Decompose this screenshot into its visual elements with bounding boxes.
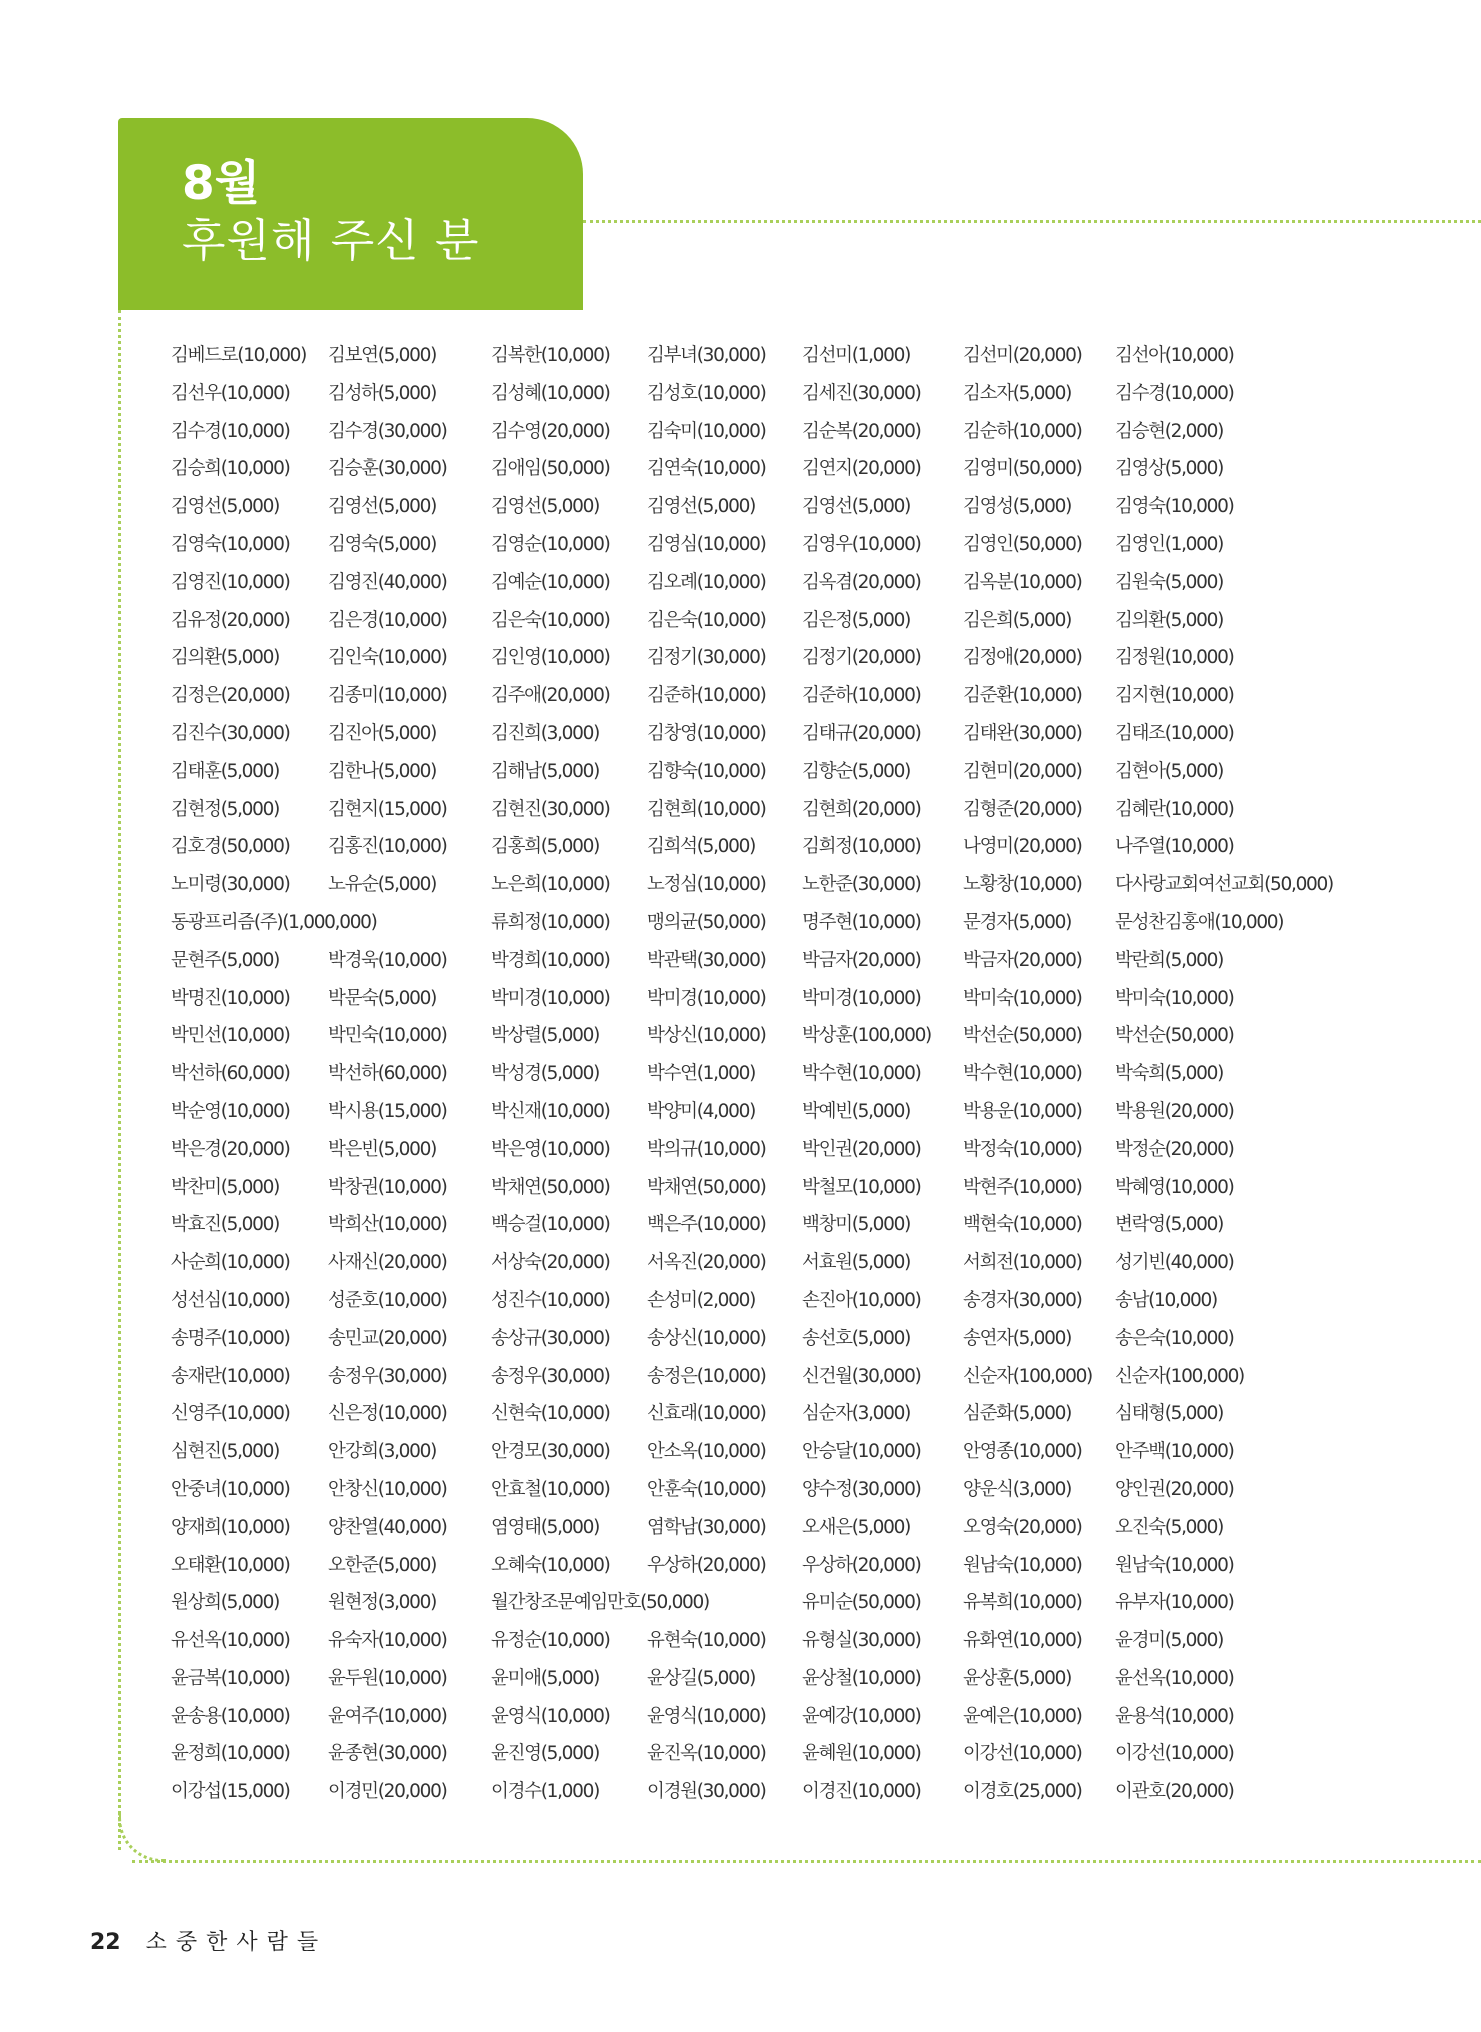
donor-entry: 김영선(5,000) <box>491 496 600 518</box>
donor-entry: 김의환(5,000) <box>171 647 280 669</box>
donor-entry: 심순자(3,000) <box>802 1403 911 1425</box>
donor-entry: 김영심(10,000) <box>647 533 766 555</box>
donor-entry: 박성경(5,000) <box>491 1063 600 1085</box>
donor-entry: 김지현(10,000) <box>1115 685 1234 707</box>
donor-entry: 김영우(10,000) <box>802 533 921 555</box>
donor-entry: 박미경(10,000) <box>491 987 610 1009</box>
donor-entry: 박상신(10,000) <box>647 1025 766 1047</box>
donor-entry: 박찬미(5,000) <box>171 1176 280 1198</box>
donor-entry: 박선순(50,000) <box>1115 1025 1234 1047</box>
donor-entry: 김수경(10,000) <box>1115 382 1234 404</box>
donor-entry: 김은희(5,000) <box>963 609 1072 631</box>
donor-entry: 박선하(60,000) <box>328 1063 447 1085</box>
donor-entry: 김영성(5,000) <box>963 496 1072 518</box>
donor-entry: 김준하(10,000) <box>647 685 766 707</box>
donor-entry: 박철모(10,000) <box>802 1176 921 1198</box>
donor-entry: 윤미애(5,000) <box>491 1667 600 1689</box>
donor-entry: 김홍희(5,000) <box>491 836 600 858</box>
donor-entry: 안중녀(10,000) <box>171 1478 290 1500</box>
donor-entry: 송민교(20,000) <box>328 1327 447 1349</box>
donor-entry: 오영숙(20,000) <box>963 1516 1082 1538</box>
donor-entry: 김영선(5,000) <box>802 496 911 518</box>
donor-entry: 김오례(10,000) <box>647 571 766 593</box>
donor-entry: 김영숙(10,000) <box>1115 496 1234 518</box>
donor-entry: 우상하(20,000) <box>802 1554 921 1576</box>
donor-entry: 백창미(5,000) <box>802 1214 911 1236</box>
donor-entry: 오한준(5,000) <box>328 1554 437 1576</box>
donor-entry: 김호경(50,000) <box>171 836 290 858</box>
donor-entry: 신현숙(10,000) <box>491 1403 610 1425</box>
donor-entry: 박상렬(5,000) <box>491 1025 600 1047</box>
donor-entry: 송명주(10,000) <box>171 1327 290 1349</box>
donor-entry: 문성찬김홍애(10,000) <box>1115 911 1284 933</box>
donor-entry: 박미숙(10,000) <box>963 987 1082 1009</box>
donor-entry: 우상하(20,000) <box>647 1554 766 1576</box>
donor-entry: 나영미(20,000) <box>963 836 1082 858</box>
donor-entry: 서상숙(20,000) <box>491 1252 610 1274</box>
donor-entry: 박민숙(10,000) <box>328 1025 447 1047</box>
donor-entry: 김은숙(10,000) <box>647 609 766 631</box>
donor-entry: 김현지(15,000) <box>328 798 447 820</box>
donor-entry: 양운식(3,000) <box>963 1478 1072 1500</box>
donor-entry: 김선아(10,000) <box>1115 345 1234 366</box>
donor-entry: 김영숙(5,000) <box>328 533 437 555</box>
donor-entry: 박용원(20,000) <box>1115 1100 1234 1122</box>
donor-entry: 김숙미(10,000) <box>647 420 766 442</box>
donor-entry: 김수경(10,000) <box>171 420 290 442</box>
donor-entry: 박현주(10,000) <box>963 1176 1082 1198</box>
donor-entry: 김정애(20,000) <box>963 647 1082 669</box>
donor-entry: 김은숙(10,000) <box>491 609 610 631</box>
donor-entry: 김성혜(10,000) <box>491 382 610 404</box>
donor-entry: 김선우(10,000) <box>171 382 290 404</box>
donor-entry: 김영진(10,000) <box>171 571 290 593</box>
donor-entry: 박정순(20,000) <box>1115 1138 1234 1160</box>
donor-entry: 유선옥(10,000) <box>171 1630 290 1652</box>
donor-entry: 김인영(10,000) <box>491 647 610 669</box>
donor-entry: 안창신(10,000) <box>328 1478 447 1500</box>
donor-entry: 김연숙(10,000) <box>647 458 766 480</box>
dotted-border-left <box>118 310 121 1850</box>
donor-entry: 김영선(5,000) <box>647 496 756 518</box>
donor-entry: 유부자(10,000) <box>1115 1592 1234 1614</box>
donor-entry: 김영미(50,000) <box>963 458 1082 480</box>
donor-entry: 맹의균(50,000) <box>647 911 766 933</box>
donor-entry: 송정은(10,000) <box>647 1365 766 1387</box>
donor-entry: 노유순(5,000) <box>328 874 437 896</box>
donor-entry: 김소자(5,000) <box>963 382 1072 404</box>
donor-entry: 이강선(10,000) <box>963 1743 1082 1765</box>
donor-entry: 김태규(20,000) <box>802 722 921 744</box>
donor-entry: 송남(10,000) <box>1115 1289 1217 1311</box>
donor-entry: 노정심(10,000) <box>647 874 766 896</box>
donor-entry: 박양미(4,000) <box>647 1100 756 1122</box>
donor-entry: 사순희(10,000) <box>171 1252 290 1274</box>
donor-entry: 박선하(60,000) <box>171 1063 290 1085</box>
donor-entry: 김창영(10,000) <box>647 722 766 744</box>
donor-entry: 안효철(10,000) <box>491 1478 610 1500</box>
donor-entry: 김현희(20,000) <box>802 798 921 820</box>
donor-entry: 김영선(5,000) <box>328 496 437 518</box>
donor-entry: 사재신(20,000) <box>328 1252 447 1274</box>
donor-entry: 나주열(10,000) <box>1115 836 1234 858</box>
donor-entry: 송연자(5,000) <box>963 1327 1072 1349</box>
donor-entry: 김영순(10,000) <box>491 533 610 555</box>
donor-entry: 박효진(5,000) <box>171 1214 280 1236</box>
donor-entry: 박채연(50,000) <box>491 1176 610 1198</box>
donor-entry: 김정기(30,000) <box>647 647 766 669</box>
donor-entry: 양수정(30,000) <box>802 1478 921 1500</box>
donor-entry: 김영인(50,000) <box>963 533 1082 555</box>
dotted-border-corner <box>118 1814 166 1862</box>
donor-entry: 김종미(10,000) <box>328 685 447 707</box>
donor-entry: 월간창조문예임만호(50,000) <box>491 1592 709 1614</box>
dotted-border-bottom <box>132 1860 1481 1863</box>
donor-entry: 김태완(30,000) <box>963 722 1082 744</box>
donor-entry: 원현정(3,000) <box>328 1592 437 1614</box>
donor-entry: 김해남(5,000) <box>491 760 600 782</box>
donor-entry: 김인숙(10,000) <box>328 647 447 669</box>
donor-entry: 김정은(20,000) <box>171 685 290 707</box>
donor-entry: 김선미(1,000) <box>802 345 911 366</box>
donor-entry: 신순자(100,000) <box>1115 1365 1244 1387</box>
donor-entry: 안승달(10,000) <box>802 1441 921 1463</box>
donor-entry: 김부녀(30,000) <box>647 345 766 366</box>
donor-entry: 신영주(10,000) <box>171 1403 290 1425</box>
donor-entry: 이경호(25,000) <box>963 1781 1082 1803</box>
donor-entry: 김보연(5,000) <box>328 345 437 366</box>
donor-entry: 김향숙(10,000) <box>647 760 766 782</box>
donor-entry: 문현주(5,000) <box>171 949 280 971</box>
donor-entry: 유복희(10,000) <box>963 1592 1082 1614</box>
header-subtitle: 후원해 주신 분 <box>182 214 480 267</box>
donor-entry: 안훈숙(10,000) <box>647 1478 766 1500</box>
donor-entry: 김영상(5,000) <box>1115 458 1224 480</box>
donor-entry: 김현미(20,000) <box>963 760 1082 782</box>
donor-entry: 박은빈(5,000) <box>328 1138 437 1160</box>
donor-entry: 윤상철(10,000) <box>802 1667 921 1689</box>
donor-entry: 박은영(10,000) <box>491 1138 610 1160</box>
donor-entry: 윤종현(30,000) <box>328 1743 447 1765</box>
donor-entry: 김은정(5,000) <box>802 609 911 631</box>
donor-entry: 유미순(50,000) <box>802 1592 921 1614</box>
donor-entry: 송재란(10,000) <box>171 1365 290 1387</box>
donor-entry: 박창권(10,000) <box>328 1176 447 1198</box>
header-month: 8월 <box>182 156 261 211</box>
donor-entry: 심현진(5,000) <box>171 1441 280 1463</box>
donor-entry: 박은경(20,000) <box>171 1138 290 1160</box>
donor-entry: 안주백(10,000) <box>1115 1441 1234 1463</box>
donor-entry: 박수연(1,000) <box>647 1063 756 1085</box>
donor-entry: 박용운(10,000) <box>963 1100 1082 1122</box>
donor-entry: 송경자(30,000) <box>963 1289 1082 1311</box>
donor-entry: 김연지(20,000) <box>802 458 921 480</box>
donor-entry: 김향순(5,000) <box>802 760 911 782</box>
donor-entry: 김수경(30,000) <box>328 420 447 442</box>
donor-entry: 박명진(10,000) <box>171 987 290 1009</box>
donor-entry: 유화연(10,000) <box>963 1630 1082 1652</box>
donor-entry: 김진수(30,000) <box>171 722 290 744</box>
donor-entry: 윤금복(10,000) <box>171 1667 290 1689</box>
donor-entry: 신은정(10,000) <box>328 1403 447 1425</box>
donor-entry: 박인권(20,000) <box>802 1138 921 1160</box>
donor-entry: 김옥분(10,000) <box>963 571 1082 593</box>
donor-entry: 문경자(5,000) <box>963 911 1072 933</box>
donor-entry: 김준하(10,000) <box>802 685 921 707</box>
donor-entry: 이경원(30,000) <box>647 1781 766 1803</box>
donor-entry: 류희정(10,000) <box>491 911 610 933</box>
donor-entry: 유형실(30,000) <box>802 1630 921 1652</box>
donor-entry: 김영인(1,000) <box>1115 533 1224 555</box>
donor-entry: 김현정(5,000) <box>171 798 280 820</box>
donor-entry: 윤선옥(10,000) <box>1115 1667 1234 1689</box>
donor-entry: 박경욱(10,000) <box>328 949 447 971</box>
donor-entry: 오태환(10,000) <box>171 1554 290 1576</box>
donor-entry: 윤혜원(10,000) <box>802 1743 921 1765</box>
donor-entry: 김은경(10,000) <box>328 609 447 631</box>
donor-entry: 김현아(5,000) <box>1115 760 1224 782</box>
donor-entry: 양인권(20,000) <box>1115 1478 1234 1500</box>
dotted-border-top <box>583 220 1481 223</box>
donor-entry: 백승걸(10,000) <box>491 1214 610 1236</box>
donor-entry: 노한준(30,000) <box>802 874 921 896</box>
donor-entry: 염영태(5,000) <box>491 1516 600 1538</box>
donor-entry: 김순복(20,000) <box>802 420 921 442</box>
donor-entry: 윤여주(10,000) <box>328 1705 447 1727</box>
donor-entry: 김정원(10,000) <box>1115 647 1234 669</box>
donor-entry: 박시용(15,000) <box>328 1100 447 1122</box>
donor-entry: 박금자(20,000) <box>963 949 1082 971</box>
donor-entry: 성진수(10,000) <box>491 1289 610 1311</box>
donor-entry: 윤진옥(10,000) <box>647 1743 766 1765</box>
donor-entry: 김태훈(5,000) <box>171 760 280 782</box>
donor-entry: 김성호(10,000) <box>647 382 766 404</box>
donor-entry: 송선호(5,000) <box>802 1327 911 1349</box>
donor-entry: 박순영(10,000) <box>171 1100 290 1122</box>
donor-entry: 김희정(10,000) <box>802 836 921 858</box>
donor-entry: 김정기(20,000) <box>802 647 921 669</box>
donor-entry: 박금자(20,000) <box>802 949 921 971</box>
donor-entry: 이경민(20,000) <box>328 1781 447 1803</box>
donor-entry: 안경모(30,000) <box>491 1441 610 1463</box>
donor-entry: 박정숙(10,000) <box>963 1138 1082 1160</box>
donor-entry: 심태형(5,000) <box>1115 1403 1224 1425</box>
donor-entry: 서옥진(20,000) <box>647 1252 766 1274</box>
donor-entry: 김태조(10,000) <box>1115 722 1234 744</box>
donor-entry: 김주애(20,000) <box>491 685 610 707</box>
donor-entry: 박미경(10,000) <box>802 987 921 1009</box>
donor-entry: 서희전(10,000) <box>963 1252 1082 1274</box>
donor-entry: 김영진(40,000) <box>328 571 447 593</box>
donor-entry: 동광프리즘(주)(1,000,000) <box>171 911 377 933</box>
donor-entry: 백현숙(10,000) <box>963 1214 1082 1236</box>
donor-entry: 신순자(100,000) <box>963 1365 1092 1387</box>
donor-entry: 박혜영(10,000) <box>1115 1176 1234 1198</box>
donor-entry: 노은희(10,000) <box>491 874 610 896</box>
donor-entry: 윤정희(10,000) <box>171 1743 290 1765</box>
section-header <box>118 118 583 310</box>
donor-entry: 김승훈(30,000) <box>328 458 447 480</box>
donor-entry: 손성미(2,000) <box>647 1289 756 1311</box>
donor-entry: 유정순(10,000) <box>491 1630 610 1652</box>
donor-entry: 박예빈(5,000) <box>802 1100 911 1122</box>
donor-entry: 다사랑교회여선교회(50,000) <box>1115 874 1333 896</box>
donor-entry: 김혜란(10,000) <box>1115 798 1234 820</box>
donor-entry: 김성하(5,000) <box>328 382 437 404</box>
donor-entry: 양재희(10,000) <box>171 1516 290 1538</box>
donor-entry: 노미령(30,000) <box>171 874 290 896</box>
donor-entry: 박상훈(100,000) <box>802 1025 931 1047</box>
donor-entry: 김순하(10,000) <box>963 420 1082 442</box>
donor-entry: 윤두원(10,000) <box>328 1667 447 1689</box>
donor-entry: 염학남(30,000) <box>647 1516 766 1538</box>
donor-entry: 윤상길(5,000) <box>647 1667 756 1689</box>
donor-entry: 손진아(10,000) <box>802 1289 921 1311</box>
donor-entry: 박경희(10,000) <box>491 949 610 971</box>
donor-entry: 박희산(10,000) <box>328 1214 447 1236</box>
donor-entry: 박미숙(10,000) <box>1115 987 1234 1009</box>
donor-entry: 김선미(20,000) <box>963 345 1082 366</box>
donor-entry: 김영선(5,000) <box>171 496 280 518</box>
donor-entry: 김의환(5,000) <box>1115 609 1224 631</box>
donor-entry: 변락영(5,000) <box>1115 1214 1224 1236</box>
donor-entry: 백은주(10,000) <box>647 1214 766 1236</box>
donor-entry: 김현희(10,000) <box>647 798 766 820</box>
donor-entry: 김한나(5,000) <box>328 760 437 782</box>
donor-entry: 안영종(10,000) <box>963 1441 1082 1463</box>
donor-entry: 양찬열(40,000) <box>328 1516 447 1538</box>
donor-entry: 윤예강(10,000) <box>802 1705 921 1727</box>
donor-entry: 윤영식(10,000) <box>647 1705 766 1727</box>
donor-entry: 심준화(5,000) <box>963 1403 1072 1425</box>
donor-entry: 이경수(1,000) <box>491 1781 600 1803</box>
donor-entry: 박신재(10,000) <box>491 1100 610 1122</box>
donor-entry: 박관택(30,000) <box>647 949 766 971</box>
donor-entry: 박수현(10,000) <box>963 1063 1082 1085</box>
page-number: 22 <box>90 1930 121 1955</box>
donor-entry: 오새은(5,000) <box>802 1516 911 1538</box>
donor-entry: 송정우(30,000) <box>328 1365 447 1387</box>
donor-entry: 박숙희(5,000) <box>1115 1063 1224 1085</box>
donor-entry: 김승희(10,000) <box>171 458 290 480</box>
donor-entry: 박수현(10,000) <box>802 1063 921 1085</box>
donor-entry: 박란희(5,000) <box>1115 949 1224 971</box>
donor-entry: 이경진(10,000) <box>802 1781 921 1803</box>
donor-entry: 박의규(10,000) <box>647 1138 766 1160</box>
donor-entry: 김유정(20,000) <box>171 609 290 631</box>
footer-title: 소중한사람들 <box>145 1930 328 1955</box>
donor-entry: 유숙자(10,000) <box>328 1630 447 1652</box>
donor-entry: 송상규(30,000) <box>491 1327 610 1349</box>
donor-entry: 명주현(10,000) <box>802 911 921 933</box>
donor-entry: 김옥겸(20,000) <box>802 571 921 593</box>
donor-entry: 김현진(30,000) <box>491 798 610 820</box>
donor-entry: 박선순(50,000) <box>963 1025 1082 1047</box>
donor-entry: 김복한(10,000) <box>491 345 610 366</box>
donor-entry: 이강섭(15,000) <box>171 1781 290 1803</box>
donor-entry: 성준호(10,000) <box>328 1289 447 1311</box>
donor-entry: 송은숙(10,000) <box>1115 1327 1234 1349</box>
donor-entry: 김원숙(5,000) <box>1115 571 1224 593</box>
donor-entry: 성선심(10,000) <box>171 1289 290 1311</box>
donor-entry: 이강선(10,000) <box>1115 1743 1234 1765</box>
donor-entry: 안소옥(10,000) <box>647 1441 766 1463</box>
donor-entry: 유현숙(10,000) <box>647 1630 766 1652</box>
donor-entry: 노황창(10,000) <box>963 874 1082 896</box>
donor-entry: 김베드로(10,000) <box>171 345 307 366</box>
donor-entry: 윤경미(5,000) <box>1115 1630 1224 1652</box>
donor-entry: 윤진영(5,000) <box>491 1743 600 1765</box>
donor-entry: 김승현(2,000) <box>1115 420 1224 442</box>
donor-entry: 김애임(50,000) <box>491 458 610 480</box>
donor-entry: 김희석(5,000) <box>647 836 756 858</box>
donor-entry: 원남숙(10,000) <box>963 1554 1082 1576</box>
donor-entry: 원상희(5,000) <box>171 1592 280 1614</box>
donor-entry: 성기빈(40,000) <box>1115 1252 1234 1274</box>
donor-entry: 오진숙(5,000) <box>1115 1516 1224 1538</box>
donor-entry: 송정우(30,000) <box>491 1365 610 1387</box>
donor-entry: 윤상훈(5,000) <box>963 1667 1072 1689</box>
donor-entry: 김진아(5,000) <box>328 722 437 744</box>
donor-entry: 김수영(20,000) <box>491 420 610 442</box>
donor-entry: 오혜숙(10,000) <box>491 1554 610 1576</box>
donor-entry: 송상신(10,000) <box>647 1327 766 1349</box>
donor-entry: 김홍진(10,000) <box>328 836 447 858</box>
donor-entry: 이관호(20,000) <box>1115 1781 1234 1803</box>
donor-entry: 김진희(3,000) <box>491 722 600 744</box>
page-footer <box>90 1925 327 1956</box>
donor-entry: 김세진(30,000) <box>802 382 921 404</box>
donor-entry: 윤송용(10,000) <box>171 1705 290 1727</box>
donor-entry: 신효래(10,000) <box>647 1403 766 1425</box>
donor-entry: 윤예은(10,000) <box>963 1705 1082 1727</box>
donor-entry: 신건월(30,000) <box>802 1365 921 1387</box>
donor-entry: 박채연(50,000) <box>647 1176 766 1198</box>
donor-entry: 김영숙(10,000) <box>171 533 290 555</box>
donor-entry: 박민선(10,000) <box>171 1025 290 1047</box>
donor-entry: 김형준(20,000) <box>963 798 1082 820</box>
donor-entry: 안강희(3,000) <box>328 1441 437 1463</box>
donor-entry: 서효원(5,000) <box>802 1252 911 1274</box>
donor-entry: 원남숙(10,000) <box>1115 1554 1234 1576</box>
donor-entry: 윤영식(10,000) <box>491 1705 610 1727</box>
donor-entry: 윤용석(10,000) <box>1115 1705 1234 1727</box>
donor-entry: 김준환(10,000) <box>963 685 1082 707</box>
donor-entry: 김예순(10,000) <box>491 571 610 593</box>
donor-entry: 박문숙(5,000) <box>328 987 437 1009</box>
donor-entry: 박미경(10,000) <box>647 987 766 1009</box>
